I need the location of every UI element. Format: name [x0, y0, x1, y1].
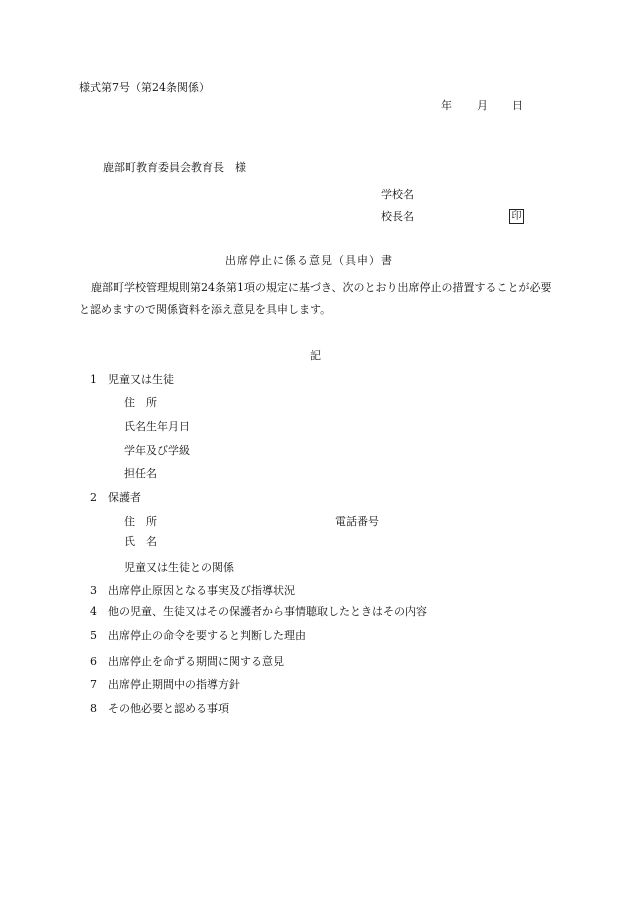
item-2-phone: 電話番号: [335, 515, 379, 528]
item-6-label: 出席停止を命ずる期間に関する意見: [108, 655, 284, 668]
item-2-name: 氏 名: [124, 535, 157, 548]
date-month: 月: [477, 99, 488, 112]
item-1-name-dob: 氏名生年月日: [124, 420, 190, 433]
item-2-label: 保護者: [108, 491, 141, 504]
form-number: 様式第7号（第24条関係）: [79, 81, 210, 94]
item-1-label: 児童又は生徒: [108, 373, 174, 386]
item-7-label: 出席停止期間中の指導方針: [108, 678, 240, 691]
item-3-number: 3: [90, 584, 97, 597]
item-1-address: 住 所: [124, 396, 157, 409]
document-title: 出席停止に係る意見（具申）書: [225, 254, 393, 267]
date-day: 日: [512, 99, 523, 112]
item-2-number: 2: [90, 491, 97, 504]
item-7-number: 7: [90, 678, 97, 691]
body-paragraph: 鹿部町学校管理規則第24条第1項の規定に基づき、次のとおり出席停止の措置することが必要と認めますので関係資料を添え意見を具申します。: [79, 281, 552, 316]
seal-mark: 印: [509, 209, 524, 224]
date-year: 年: [441, 99, 452, 112]
item-6-number: 6: [90, 655, 97, 668]
item-4-label: 他の児童、生徒又はその保護者から事情聴取したときはその内容: [108, 605, 427, 618]
item-1-teacher: 担任名: [124, 467, 157, 480]
item-1-grade: 学年及び学級: [124, 444, 190, 457]
school-name-label: 学校名: [381, 188, 414, 201]
item-8-label: その他必要と認める事項: [108, 702, 229, 715]
item-8-number: 8: [90, 702, 97, 715]
item-2-address: 住 所: [124, 515, 157, 528]
item-2-relation: 児童又は生徒との関係: [124, 561, 234, 574]
ki-heading: 記: [310, 349, 321, 362]
item-5-number: 5: [90, 629, 97, 642]
item-4-number: 4: [90, 605, 97, 618]
principal-name-label: 校長名: [381, 210, 414, 223]
item-5-label: 出席停止の命令を要すると判断した理由: [108, 629, 306, 642]
item-1-number: 1: [90, 373, 97, 386]
item-3-label: 出席停止原因となる事実及び指導状況: [108, 584, 295, 597]
addressee: 鹿部町教育委員会教育長 様: [103, 161, 246, 174]
